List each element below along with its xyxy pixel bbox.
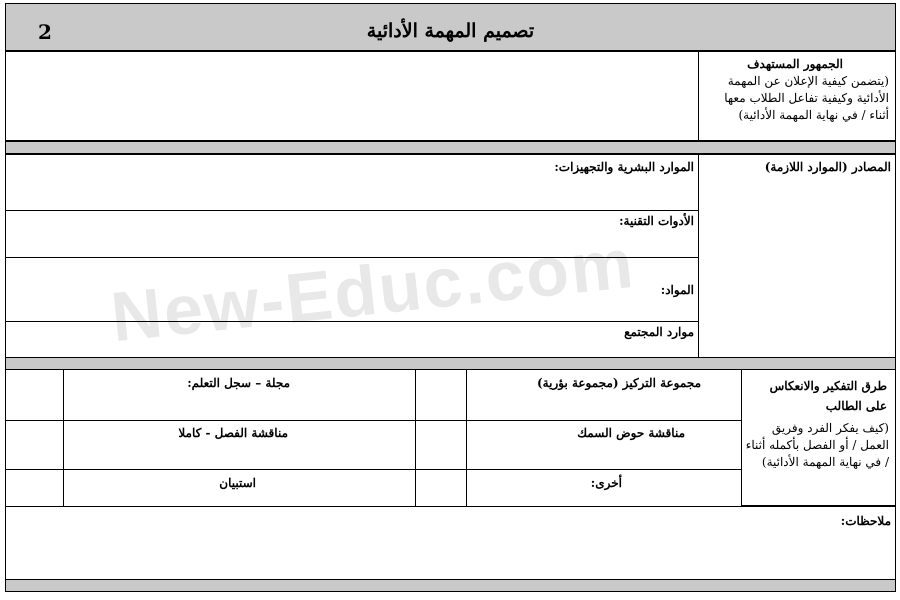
reflection-option-fishbowl: مناقشة حوض السمك bbox=[577, 426, 685, 440]
notes-label: ملاحظات: bbox=[840, 514, 891, 528]
reflection-note: (كيف يفكر الفرد وفريق العمل / أو الفصل بأكمله أثناء / في نهاية المهمة الأدائية) bbox=[745, 421, 889, 469]
reflection-check-cell[interactable] bbox=[5, 420, 64, 470]
resource-label-community: موارد المجتمع bbox=[624, 325, 694, 339]
audience-content-cell[interactable] bbox=[5, 51, 699, 141]
reflection-check-cell[interactable] bbox=[415, 469, 467, 507]
reflection-label-cell bbox=[741, 369, 896, 506]
resource-label-human: الموارد البشرية والتجهيزات: bbox=[554, 160, 694, 174]
reflection-check-cell[interactable] bbox=[5, 469, 64, 507]
page-number: 2 bbox=[38, 20, 52, 44]
bottom-bar bbox=[5, 580, 896, 592]
resource-label-materials: المواد: bbox=[660, 283, 694, 297]
reflection-option-class-discussion: مناقشة الفصل - كاملا bbox=[178, 426, 288, 440]
page-title: تصميم المهمة الأدائية bbox=[366, 20, 535, 42]
reflection-option-other: أخرى: bbox=[590, 476, 622, 490]
reflection-check-cell[interactable] bbox=[415, 369, 467, 421]
page-header bbox=[5, 3, 896, 51]
resources-label-cell bbox=[698, 154, 896, 358]
resources-label: المصادر (الموارد اللازمة) bbox=[764, 160, 891, 174]
reflection-label: طرق التفكير والانعكاس على الطالب bbox=[769, 379, 887, 413]
audience-note: (يتضمن كيفية الإعلان عن المهمة الأدائية وكيفية تفاعل الطلاب معها أثناء / في نهاية المهمة الأدائية) bbox=[724, 74, 889, 122]
resource-label-tech: الأدوات التقنية: bbox=[619, 214, 694, 228]
audience-label-cell bbox=[698, 51, 896, 141]
reflection-option-focus-group: مجموعة التركيز (مجموعة بؤرية) bbox=[537, 376, 701, 390]
reflection-check-cell[interactable] bbox=[5, 369, 64, 421]
reflection-option-journal: مجلة – سجل التعلم: bbox=[187, 376, 290, 390]
reflection-option-survey: استبيان bbox=[219, 476, 256, 490]
reflection-check-cell[interactable] bbox=[415, 420, 467, 470]
resource-row-human[interactable] bbox=[5, 154, 699, 211]
audience-label: الجمهور المستهدف bbox=[747, 57, 843, 71]
separator-bar bbox=[5, 141, 896, 154]
notes-cell[interactable] bbox=[5, 506, 896, 580]
watermark: New-Educ.com bbox=[107, 223, 639, 357]
